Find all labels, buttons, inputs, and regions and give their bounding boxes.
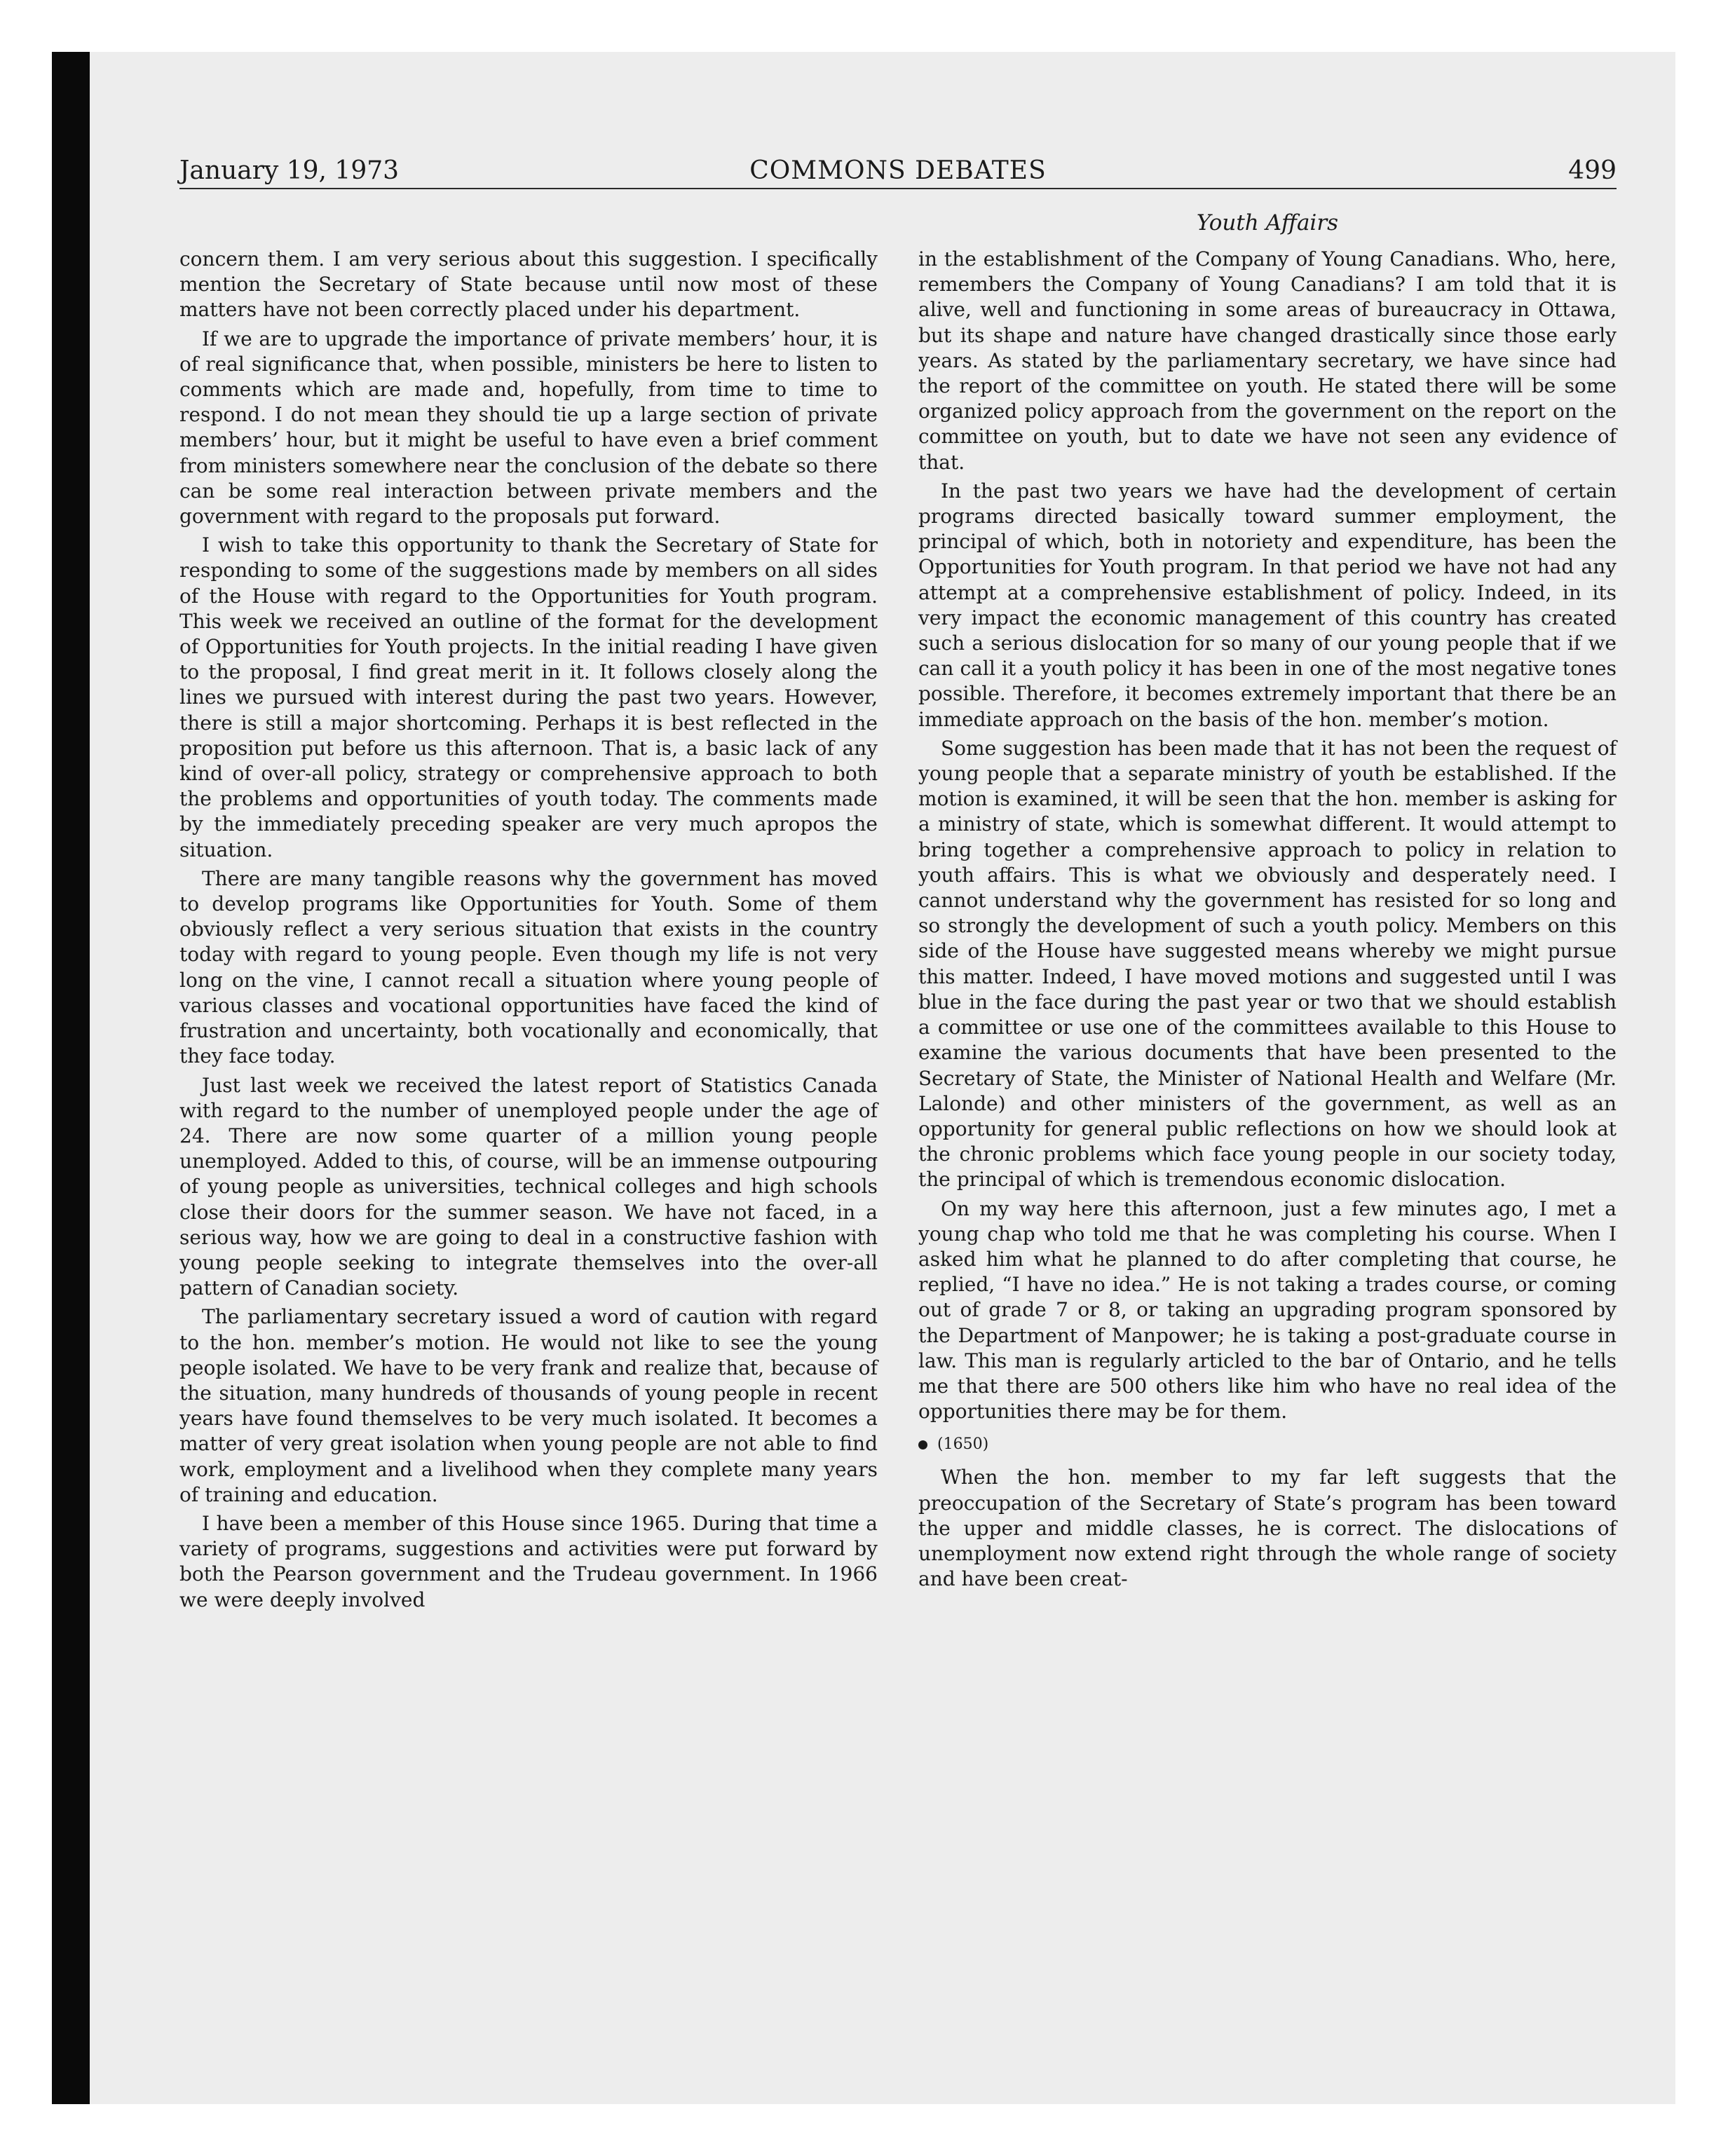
paragraph: in the establishment of the Company of Young Canadians. Who, here, remembers the Company of Young Canadians? I am told that it is alive, well and functioning in some areas of bureaucracy in Ottawa, but its shape and nature have changed drastically since those early years. As stated by the parliamentary secretary, we have since had the report of the committee on youth. He stated there will be some organized policy approach from the government on the report on the committee on youth, but to date we have not seen any evidence of that. — [918, 247, 1617, 474]
paragraph: When the hon. member to my far left suggests that the preoccupation of the Secretary of State’s program has been toward the upper and middle classes, he is correct. The dislocations of unemployment now extend right through the whole range of society and have been creat- — [918, 1466, 1617, 1591]
paragraph: If we are to upgrade the importance of private members’ hour, it is of real significance that, when possible, ministers be here to listen to comments which are made and, hopefully, from time to time to respond. I do not mean they should tie up a large section of private members’ hour, but it might be useful to have even a brief comment from ministers somewhere near the conclusion of the debate so there can be some real interaction between private members and the government with regard to the proposals put forward. — [179, 327, 878, 528]
paragraph: On my way here this afternoon, just a few minutes ago, I met a young chap who told me that he was completing his course. When I asked him what he planned to do after completing that course, he replied, “I have no idea.” He is not taking a trades course, or coming out of grade 7 or 8, or taking an upgrading program sponsored by the Department of Manpower; he is taking a post-graduate course in law. This man is regularly articled to the bar of Ontario, and he tells me that there are 500 others like him who have no real idea of the opportunities there may be for them. — [918, 1196, 1617, 1424]
section-title: Youth Affairs — [1196, 210, 1339, 236]
paragraph: concern them. I am very serious about this suggestion. I specifically mention the Secretary of State because until now most of these matters have not been correctly placed under his department. — [179, 247, 878, 322]
paragraph: In the past two years we have had the development of certain programs directed basically toward summer employment, the principal of which, both in notoriety and expenditure, has been the Opportunities for Youth program. In that period we have not had any attempt at a comprehensive establishment of policy. Indeed, in its very impact the economic management of this country has created such a serious dislocation for so many of our young people that if we can call it a youth policy it has been in one of the most negative tones possible. Therefore, it becomes extremely important that there be an immediate approach on the basis of the hon. member’s motion. — [918, 479, 1617, 731]
time-marker-text: (1650) — [937, 1435, 989, 1454]
time-marker — [918, 1434, 1617, 1455]
paragraph: There are many tangible reasons why the government has moved to develop programs like Opportunities for Youth. Some of them obviously reflect a very serious situation that exists in the country today with regard to young people. Even though my life is not very long on the vine, I cannot recall a situation where young people of various classes and vocational opportunities have faced the kind of frustration and uncertainty, both vocationally and economically, that they face today. — [179, 866, 878, 1068]
page-header — [179, 154, 1617, 189]
paragraph: I wish to take this opportunity to thank the Secretary of State for responding to some of the suggestions made by members on all sides of the House with regard to the Opportunities for Youth program. This week we received an outline of the format for the development of Opportunities for Youth projects. In the initial reading I have given to the proposal, I find great merit in it. It follows closely along the lines we pursued with interest during the past two years. However, there is still a major shortcoming. Perhaps it is best reflected in the proposition put before us this afternoon. That is, a basic lack of any kind of over-all policy, strategy or comprehensive approach to both the problems and opportunities of youth today. The comments made by the immediately preceding speaker are very much apropos the situation. — [179, 533, 878, 861]
paragraph: I have been a member of this House since 1965. During that time a variety of programs, suggestions and activities were put forward by both the Pearson government and the Trudeau government. In 1966 we were deeply involved — [179, 1511, 878, 1611]
bullet-icon — [918, 1440, 927, 1449]
right-column — [918, 247, 1617, 1595]
paragraph: Just last week we received the latest report of Statistics Canada with regard to the number of unemployed people under the age of 24. There are now some quarter of a million young people unemployed. Added to this, of course, will be an immense outpouring of young people as universities, technical colleges and high schools close their doors for the summer season. We have not faced, in a serious way, how we are going to deal in a constructive fashion with young people seeking to integrate themselves into the over-all pattern of Canadian society. — [179, 1073, 878, 1300]
left-column — [179, 247, 878, 1616]
binding-edge — [52, 52, 90, 2104]
page-number: 499 — [1568, 156, 1617, 185]
header-title: COMMONS DEBATES — [749, 156, 1047, 185]
paragraph: Some suggestion has been made that it has not been the request of young people that a separate ministry of youth be established. If the motion is examined, it will be seen that the hon. member is asking for a ministry of state, which is somewhat different. It would attempt to bring together a comprehensive approach to policy in relation to youth affairs. This is what we obviously and desperately need. I cannot understand why the government has resisted for so long and so strongly the development of such a youth policy. Members on this side of the House have suggested means whereby we might pursue this matter. Indeed, I have moved motions and suggested until I was blue in the face during the past year or two that we should establish a committee or use one of the committees available to this House to examine the various documents that have been presented to the Secretary of State, the Minister of National Health and Welfare (Mr. Lalonde) and other ministers of the government, as well as an opportunity for general public reflections on how we should look at the chronic problems which face young people in our society today, the principal of which is tremendous economic dislocation. — [918, 736, 1617, 1192]
paragraph: The parliamentary secretary issued a word of caution with regard to the hon. member’s motion. He would not like to see the young people isolated. We have to be very frank and realize that, because of the situation, many hundreds of thousands of young people in recent years have found themselves to be very much isolated. It becomes a matter of very great isolation when young people are not able to find work, employment and a livelihood when they complete many years of training and education. — [179, 1305, 878, 1506]
header-date: January 19, 1973 — [179, 156, 400, 185]
